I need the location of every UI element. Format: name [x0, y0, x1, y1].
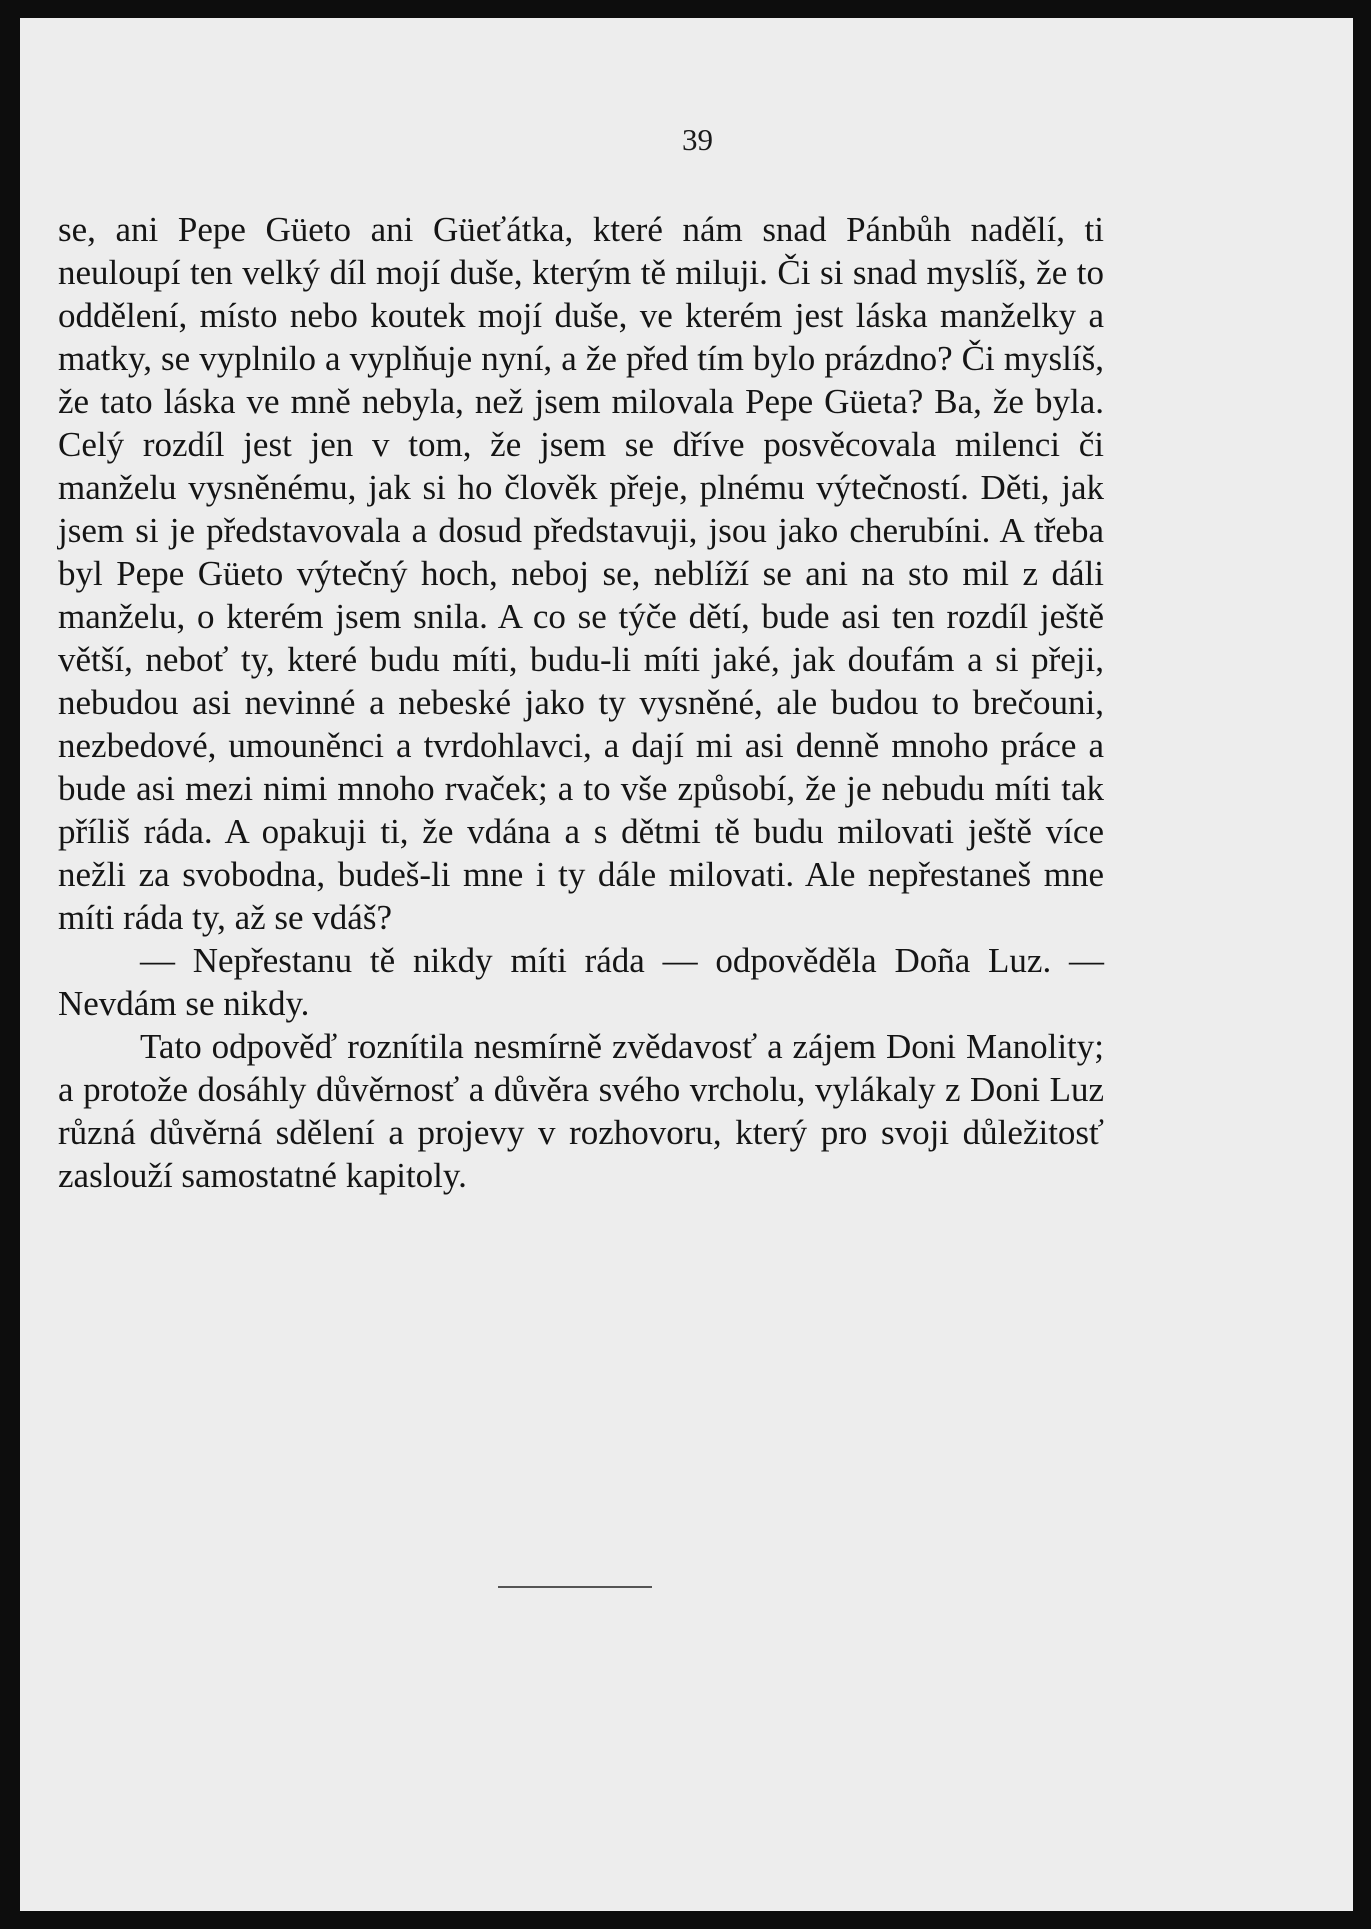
section-end-rule	[498, 1586, 652, 1588]
book-page	[20, 18, 1353, 1911]
page-number: 39	[682, 122, 713, 157]
body-text	[58, 208, 1104, 1197]
paragraph-closing: Tato odpověď roznítila nesmírně zvědavosť a zájem Doni Manolity; a protože dosáhly důvěrnosť a důvěra svého vrcholu, vylákaly z Doni Luz různá důvěrná sdělení a projevy v rozhovoru, který pro svoji důležitosť zaslouží samostatné kapitoly.	[58, 1027, 1104, 1195]
paragraph-continuation: se, ani Pepe Güeto ani Güeťátka, které nám snad Pánbůh nadělí, ti neuloupí ten velký díl mojí duše, kterým tě miluji. Či si snad myslíš, že to oddělení, místo nebo koutek mojí duše, ve kterém jest láska manželky a matky, se vyplnilo a vyplňuje nyní, a že před tím bylo prázdno? Či myslíš, že tato láska ve mně nebyla, než jsem milovala Pepe Güeta? Ba, že byla. Celý rozdíl jest jen v tom, že jsem se dříve posvěcovala milenci či manželu vysněnému, jak si ho člověk přeje, plnému výtečností. Děti, jak jsem si je představovala a dosud představuji, jsou jako cherubíni. A třeba byl Pepe Güeto výtečný hoch, neboj se, neblíží se ani na sto mil z dáli manželu, o kterém jsem snila. A co se týče dětí, bude asi ten rozdíl ještě větší, neboť ty, které budu míti, budu-li míti jaké, jak doufám a si přeji, nebudou asi nevinné a nebeské jako ty vysněné, ale budou to brečouni, nezbedové, umouněnci a tvrdohlavci, a dají mi asi denně mnoho práce a bude asi mezi nimi mnoho rvaček; a to vše způsobí, že je nebudu míti tak příliš ráda. A opakuji ti, že vdána a s dětmi tě budu milovati ještě více nežli za svobodna, budeš-li mne i ty dále milovati. Ale nepřestaneš mne míti ráda ty, až se vdáš?	[58, 210, 1104, 937]
paragraph-dialogue: — Nepřestanu tě nikdy míti ráda — odpověděla Doña Luz. — Nevdám se nikdy.	[58, 941, 1104, 1023]
